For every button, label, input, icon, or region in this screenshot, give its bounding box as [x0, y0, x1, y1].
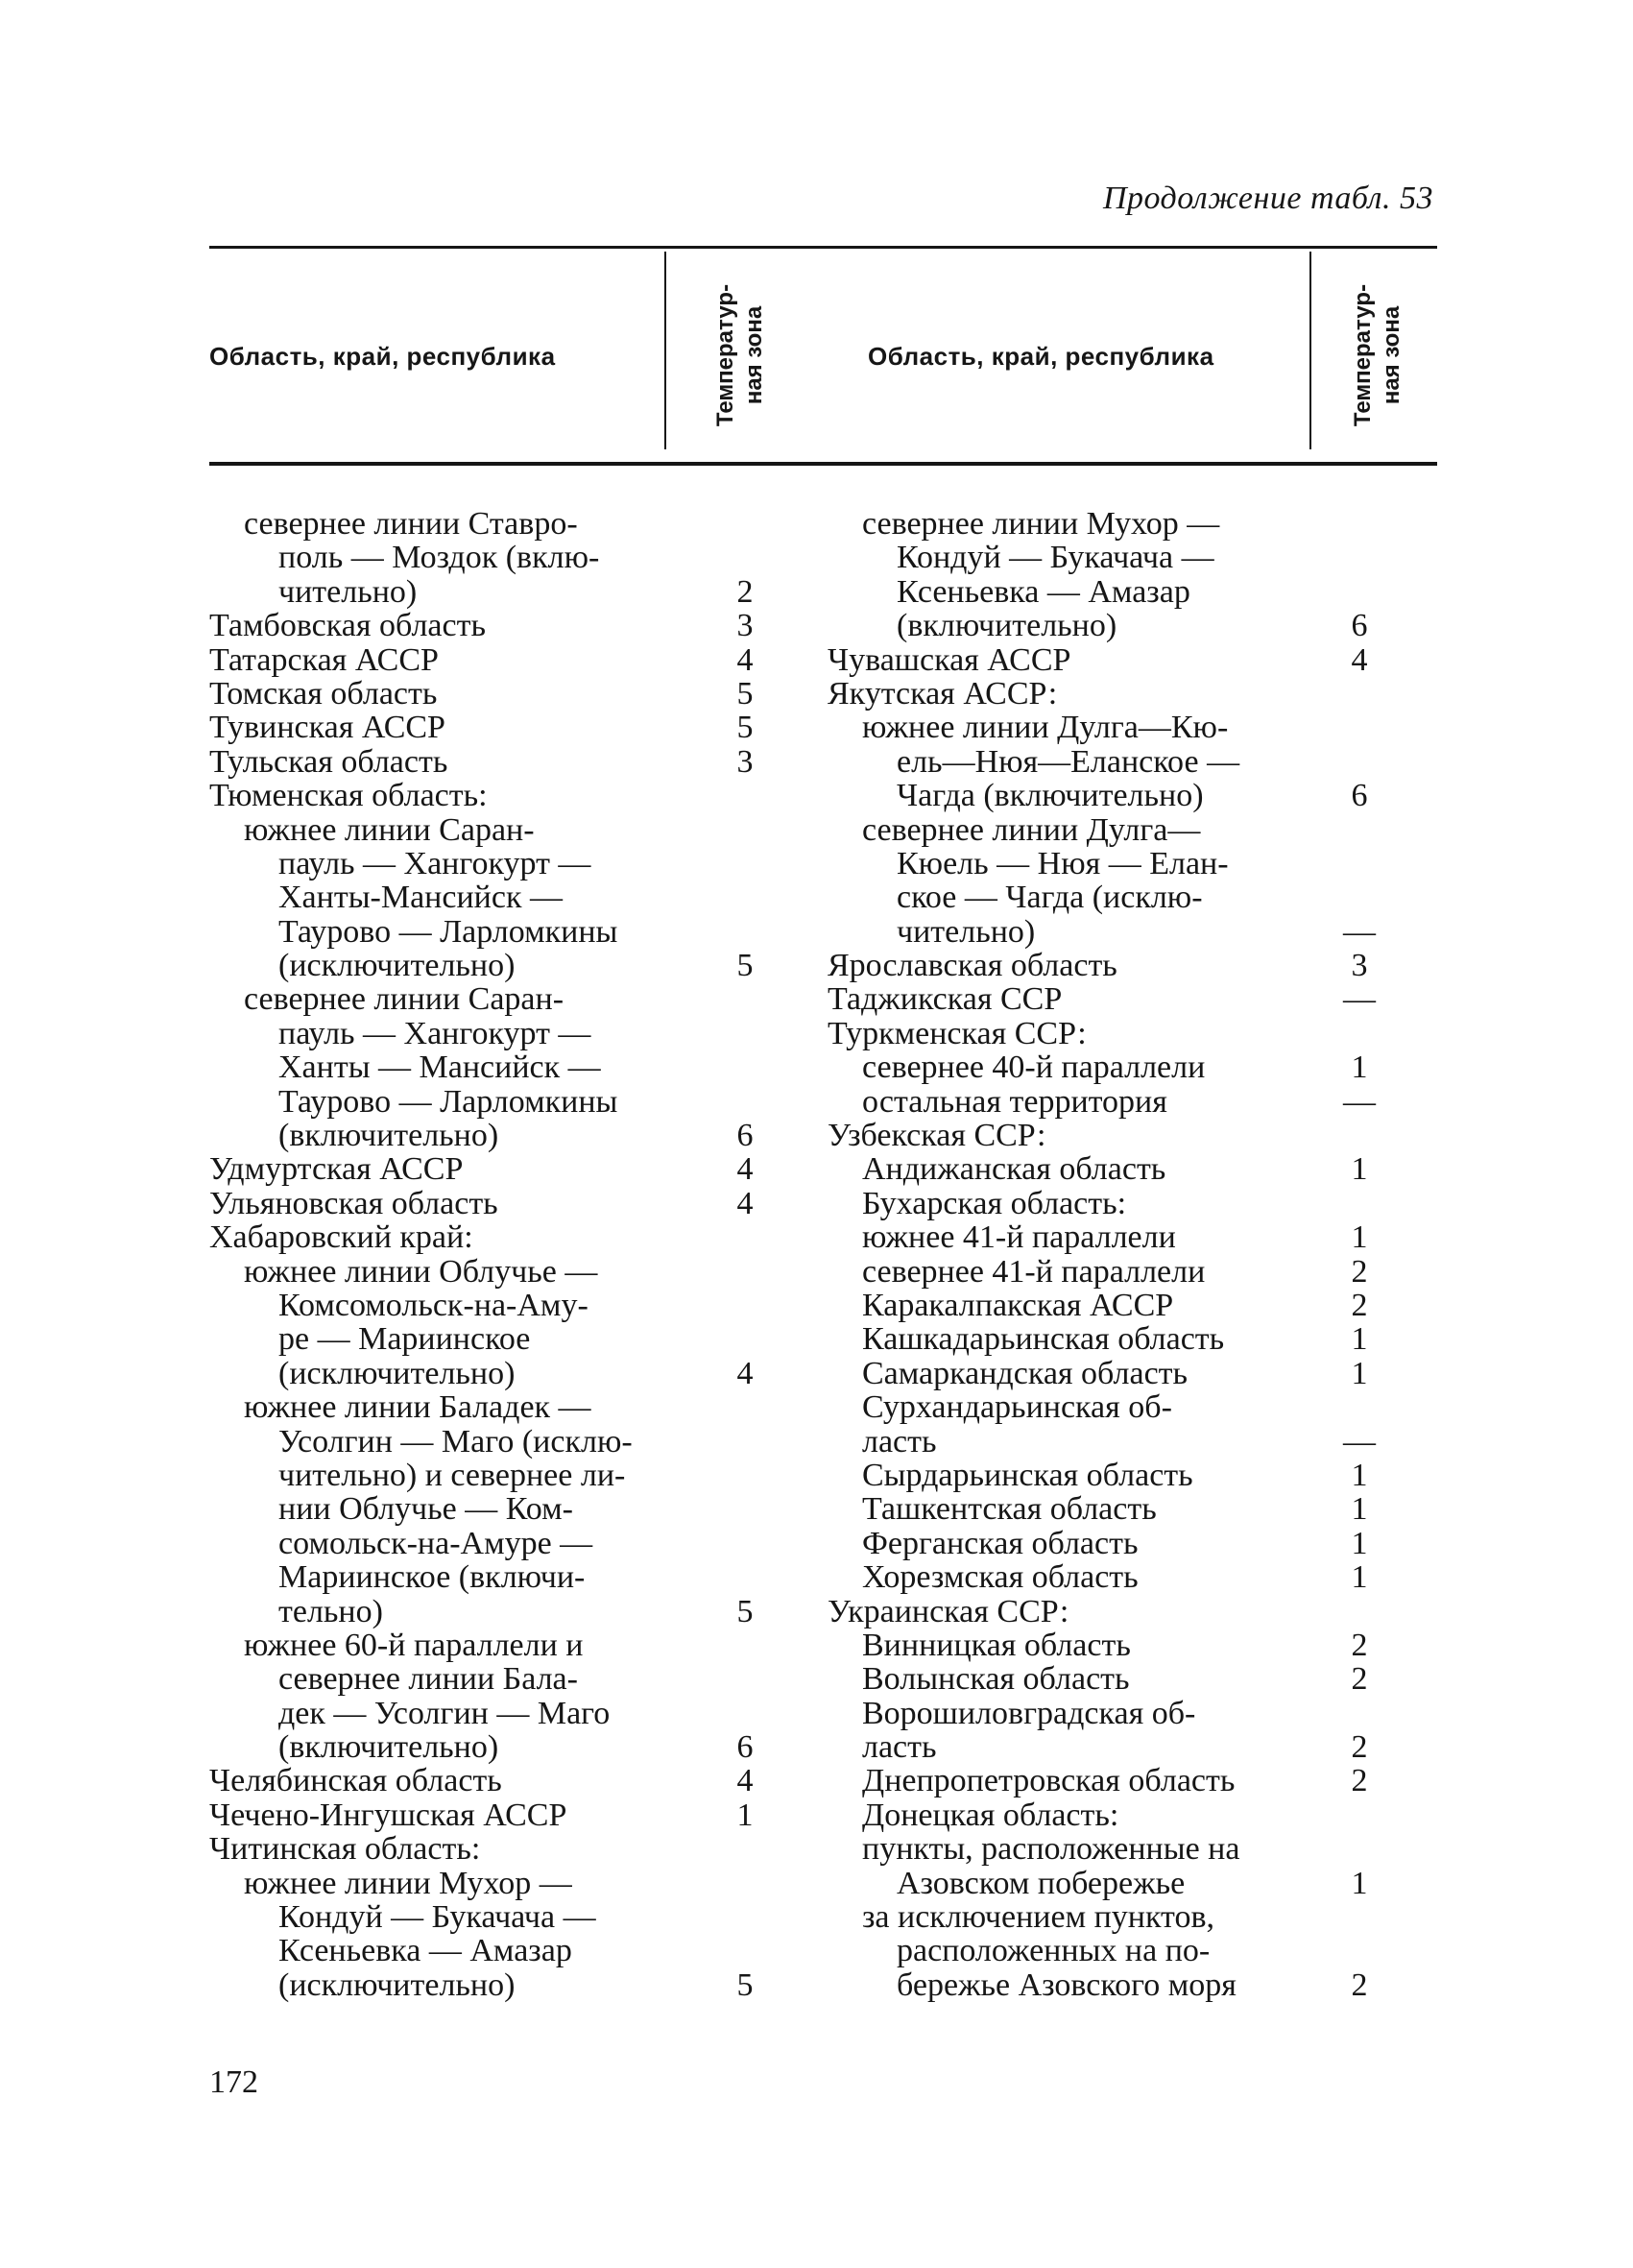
- table-row: [828, 575, 1394, 609]
- table-row: [209, 1730, 766, 1764]
- region-name: Самаркандская область: [862, 1355, 1189, 1391]
- region-name: остальная территория: [862, 1083, 1167, 1120]
- zone-value: 5: [736, 1593, 754, 1629]
- table-row: [209, 1050, 766, 1084]
- table-row: [209, 1492, 766, 1526]
- table-row: [828, 1459, 1394, 1492]
- zone-value: 1: [1351, 1491, 1368, 1528]
- table-row: [209, 711, 766, 744]
- region-name: Ташкентская область: [862, 1491, 1157, 1528]
- table-row: [828, 1764, 1394, 1798]
- region-name: южнее линии Мухор —: [244, 1865, 572, 1901]
- table-row: [209, 609, 766, 642]
- table-row: [209, 677, 766, 711]
- region-name: Волынская область: [862, 1661, 1130, 1698]
- table-row: [828, 1289, 1394, 1322]
- table-row: [828, 949, 1394, 982]
- table-row: [209, 1697, 766, 1730]
- region-name: Таурово — Ларломкины: [278, 913, 618, 950]
- region-name: севернее линии Саран-: [244, 981, 564, 1018]
- table-row: [209, 1425, 766, 1459]
- table-row: [209, 541, 766, 574]
- table-row: [209, 1357, 766, 1390]
- header-left-zone: [697, 250, 783, 461]
- region-name: Кондуй — Букачача —: [897, 540, 1214, 576]
- region-name: (включительно): [897, 608, 1117, 644]
- zone-value: 2: [1351, 1627, 1368, 1663]
- zone-value: 6: [1351, 778, 1368, 814]
- region-name: Якутская АССР:: [828, 675, 1058, 712]
- zone-value: 1: [1351, 1219, 1368, 1256]
- table-row: [828, 1322, 1394, 1356]
- zone-value: —: [1343, 1423, 1376, 1460]
- zone-value: 1: [1351, 1865, 1368, 1901]
- region-name: Таджикская ССР: [828, 981, 1063, 1018]
- table-row: [828, 643, 1394, 677]
- table-row: [828, 881, 1394, 914]
- zone-value: 1: [1351, 1321, 1368, 1358]
- table-row: [209, 1255, 766, 1289]
- region-name: Татарская АССР: [209, 641, 439, 678]
- region-name: Бухарская область:: [862, 1185, 1127, 1221]
- region-name: ре — Мариинское: [278, 1321, 531, 1358]
- header-divider-left: [664, 252, 666, 449]
- region-name: (исключительно): [278, 1355, 516, 1391]
- table-row: [828, 1085, 1394, 1119]
- table-row: [828, 1220, 1394, 1254]
- zone-value: 2: [1351, 1287, 1368, 1323]
- table-row: [209, 1085, 766, 1119]
- region-name: Донецкая область:: [862, 1797, 1119, 1833]
- region-name: севернее линии Мухор —: [862, 506, 1220, 542]
- region-name: Ханты — Мансийск —: [278, 1050, 601, 1086]
- zone-value: 3: [1351, 948, 1368, 984]
- region-name: Винницкая область: [862, 1627, 1131, 1663]
- table-row: [828, 1560, 1394, 1594]
- table-row: [209, 1560, 766, 1594]
- zone-value: —: [1343, 981, 1376, 1018]
- zone-value: 2: [1351, 1966, 1368, 2003]
- zone-value: 1: [1351, 1355, 1368, 1391]
- zone-value: 5: [736, 1966, 754, 2003]
- region-name: южнее линии Дулга—Кю-: [862, 710, 1229, 746]
- table-row: [209, 1832, 766, 1866]
- region-name: Чувашская АССР: [828, 641, 1071, 678]
- table-row: [209, 1152, 766, 1186]
- region-name: чительно): [278, 573, 418, 610]
- region-name: Узбекская ССР:: [828, 1118, 1046, 1154]
- table-row: [828, 1152, 1394, 1186]
- table-row: [828, 711, 1394, 744]
- table-row: [828, 1050, 1394, 1084]
- table-row: [828, 1595, 1394, 1629]
- table-row: [828, 847, 1394, 881]
- region-name: дек — Усолгин — Маго: [278, 1695, 611, 1731]
- table-row: [828, 1527, 1394, 1560]
- table-row: [828, 1900, 1394, 1934]
- region-name: Комсомольск-на-Аму-: [278, 1287, 588, 1323]
- table-row: [209, 915, 766, 949]
- region-name: за исключением пунктов,: [862, 1899, 1215, 1936]
- table-row: [209, 1934, 766, 1967]
- table-row: [828, 1425, 1394, 1459]
- table-row: [209, 813, 766, 847]
- zone-value: 6: [736, 1729, 754, 1766]
- region-name: южнее 41-й параллели: [862, 1219, 1176, 1256]
- table-row: [828, 1968, 1394, 2002]
- region-name: (включительно): [278, 1118, 499, 1154]
- region-name: Ханты-Мансийск —: [278, 880, 563, 916]
- table-row: [209, 1764, 766, 1798]
- region-name: Хорезмская область: [862, 1559, 1139, 1596]
- region-name: Тульская область: [209, 743, 448, 780]
- region-name: южнее линии Саран-: [244, 811, 535, 848]
- region-name: Сырдарьинская область: [862, 1457, 1193, 1493]
- region-name: Ярославская область: [828, 948, 1117, 984]
- table-row: [828, 915, 1394, 949]
- table-row: [209, 1289, 766, 1322]
- table-row: [828, 1867, 1394, 1900]
- table-row: [209, 1527, 766, 1560]
- table-row: [828, 507, 1394, 541]
- table-row: [828, 813, 1394, 847]
- table-row: [209, 1017, 766, 1050]
- zone-value: 1: [1351, 1559, 1368, 1596]
- header-left-zone-text: Температур- ная зона: [712, 283, 767, 427]
- region-name: Ксеньевка — Амазар: [897, 573, 1190, 610]
- region-name: Чагда (включительно): [897, 778, 1204, 814]
- table-row: [209, 1220, 766, 1254]
- region-name: (исключительно): [278, 1966, 516, 2003]
- table-row: [828, 1390, 1394, 1424]
- table-row: [209, 1900, 766, 1934]
- table-row: [828, 779, 1394, 812]
- zone-value: 4: [736, 1763, 754, 1799]
- table-row: [828, 1629, 1394, 1662]
- table-row: [209, 1119, 766, 1152]
- table-row: [209, 1629, 766, 1662]
- region-name: Сурхандарьинская об-: [862, 1389, 1172, 1426]
- zone-value: —: [1343, 913, 1376, 950]
- header-right-zone: [1334, 250, 1421, 461]
- zone-value: 2: [1351, 1729, 1368, 1766]
- region-name: Чечено-Ингушская АССР: [209, 1797, 567, 1833]
- region-name: чительно) и севернее ли-: [278, 1457, 626, 1493]
- table-row: [828, 677, 1394, 711]
- region-name: Тамбовская область: [209, 608, 486, 644]
- table-row: [828, 1017, 1394, 1050]
- zone-value: 4: [736, 641, 754, 678]
- region-name: Андижанская область: [862, 1151, 1166, 1188]
- region-name: севернее линии Дулга—: [862, 811, 1201, 848]
- region-name: чительно): [897, 913, 1036, 950]
- zone-value: 5: [736, 948, 754, 984]
- region-name: севернее линии Бала-: [278, 1661, 578, 1698]
- table-row: [828, 1357, 1394, 1390]
- table-row: [209, 1968, 766, 2002]
- table-row: [828, 1187, 1394, 1220]
- region-name: Усолгин — Маго (исклю-: [278, 1423, 633, 1460]
- region-name: Ворошиловградская об-: [862, 1695, 1196, 1731]
- region-name: Таурово — Ларломкины: [278, 1083, 618, 1120]
- region-name: Ульяновская область: [209, 1185, 498, 1221]
- region-name: севернее 40-й параллели: [862, 1050, 1206, 1086]
- region-name: Кашкадарьинская область: [862, 1321, 1225, 1358]
- table-row: [209, 575, 766, 609]
- region-name: бережье Азовского моря: [897, 1966, 1237, 2003]
- zone-value: 6: [1351, 608, 1368, 644]
- region-name: поль — Моздок (вклю-: [278, 540, 600, 576]
- zone-value: 1: [1351, 1457, 1368, 1493]
- table-row: [209, 881, 766, 914]
- zone-value: 1: [1351, 1525, 1368, 1561]
- zone-value: 5: [736, 675, 754, 712]
- region-name: (включительно): [278, 1729, 499, 1766]
- header-divider-right: [1309, 252, 1311, 449]
- table-row: [828, 1697, 1394, 1730]
- region-name: ель—Нюя—Еланское —: [897, 743, 1240, 780]
- header-top-rule: [209, 246, 1437, 249]
- region-name: Челябинская область: [209, 1763, 502, 1799]
- table-row: [828, 1662, 1394, 1696]
- zone-value: 3: [736, 743, 754, 780]
- zone-value: 1: [736, 1797, 754, 1833]
- zone-value: 4: [736, 1151, 754, 1188]
- region-name: расположенных на по-: [897, 1933, 1211, 1969]
- zone-value: 2: [1351, 1763, 1368, 1799]
- table-row: [828, 1730, 1394, 1764]
- region-name: севернее линии Ставро-: [244, 506, 578, 542]
- right-column: [828, 507, 1394, 2002]
- header-right-label: Область, край, республика: [868, 342, 1214, 371]
- region-name: южнее 60-й параллели и: [244, 1627, 584, 1663]
- region-name: Удмуртская АССР: [209, 1151, 464, 1188]
- zone-value: 1: [1351, 1050, 1368, 1086]
- region-name: нии Облучье — Ком-: [278, 1491, 573, 1528]
- table-row: [828, 541, 1394, 574]
- table-row: [209, 1595, 766, 1629]
- zone-value: 6: [736, 1118, 754, 1154]
- table-caption: Продолжение табл. 53: [1102, 181, 1433, 216]
- table-row: [209, 1662, 766, 1696]
- table-row: [209, 745, 766, 779]
- zone-value: 4: [736, 1185, 754, 1221]
- table-row: [828, 1832, 1394, 1866]
- region-name: Кюель — Нюя — Елан-: [897, 845, 1229, 881]
- region-name: Днепропетровская область: [862, 1763, 1236, 1799]
- region-name: Туркменская ССР:: [828, 1015, 1087, 1051]
- region-name: Ферганская область: [862, 1525, 1139, 1561]
- left-column: [209, 507, 766, 2002]
- table-row: [828, 1119, 1394, 1152]
- region-name: ское — Чагда (исклю-: [897, 880, 1203, 916]
- region-name: пауль — Хангокурт —: [278, 845, 591, 881]
- table-row: [209, 1459, 766, 1492]
- region-name: Хабаровский край:: [209, 1219, 473, 1256]
- table-row: [828, 609, 1394, 642]
- table-row: [828, 982, 1394, 1016]
- table-row: [828, 1798, 1394, 1832]
- region-name: (исключительно): [278, 948, 516, 984]
- zone-value: 2: [1351, 1661, 1368, 1698]
- header-right-zone-text: Температур- ная зона: [1350, 283, 1405, 427]
- region-name: пункты, расположенные на: [862, 1831, 1240, 1868]
- header-left-label: Область, край, республика: [209, 342, 556, 371]
- table-row: [209, 507, 766, 541]
- table-row: [828, 1492, 1394, 1526]
- region-name: Тувинская АССР: [209, 710, 445, 746]
- zone-value: 2: [736, 573, 754, 610]
- zone-value: —: [1343, 1083, 1376, 1120]
- region-name: Ксеньевка — Амазар: [278, 1933, 572, 1969]
- table-row: [209, 1798, 766, 1832]
- region-name: ласть: [862, 1729, 937, 1766]
- zone-value: 2: [1351, 1253, 1368, 1290]
- region-name: Томская область: [209, 675, 438, 712]
- zone-value: 3: [736, 608, 754, 644]
- region-name: южнее линии Баладек —: [244, 1389, 591, 1426]
- table-row: [209, 847, 766, 881]
- table-row: [209, 1867, 766, 1900]
- region-name: Каракалпакская АССР: [862, 1287, 1174, 1323]
- region-name: ласть: [862, 1423, 937, 1460]
- region-name: Азовском побережье: [897, 1865, 1186, 1901]
- region-name: Мариинское (включи-: [278, 1559, 586, 1596]
- region-name: тельно): [278, 1593, 383, 1629]
- zone-value: 4: [736, 1355, 754, 1391]
- region-name: Читинская область:: [209, 1831, 481, 1868]
- table-row: [209, 1322, 766, 1356]
- zone-value: 5: [736, 710, 754, 746]
- region-name: Кондуй — Букачача —: [278, 1899, 596, 1936]
- region-name: севернее 41-й параллели: [862, 1253, 1206, 1290]
- region-name: пауль — Хангокурт —: [278, 1015, 591, 1051]
- page-number: 172: [209, 2064, 258, 2100]
- table-row: [209, 643, 766, 677]
- table-row: [209, 949, 766, 982]
- region-name: Украинская ССР:: [828, 1593, 1069, 1629]
- table-row: [828, 1934, 1394, 1967]
- zone-value: 1: [1351, 1151, 1368, 1188]
- table-row: [828, 745, 1394, 779]
- header-bottom-rule: [209, 462, 1437, 466]
- table-row: [828, 1255, 1394, 1289]
- region-name: сомольск-на-Амуре —: [278, 1525, 593, 1561]
- region-name: Тюменская область:: [209, 778, 488, 814]
- zone-value: 4: [1351, 641, 1368, 678]
- table-row: [209, 779, 766, 812]
- table-row: [209, 982, 766, 1016]
- table-row: [209, 1390, 766, 1424]
- region-name: южнее линии Облучье —: [244, 1253, 598, 1290]
- table-row: [209, 1187, 766, 1220]
